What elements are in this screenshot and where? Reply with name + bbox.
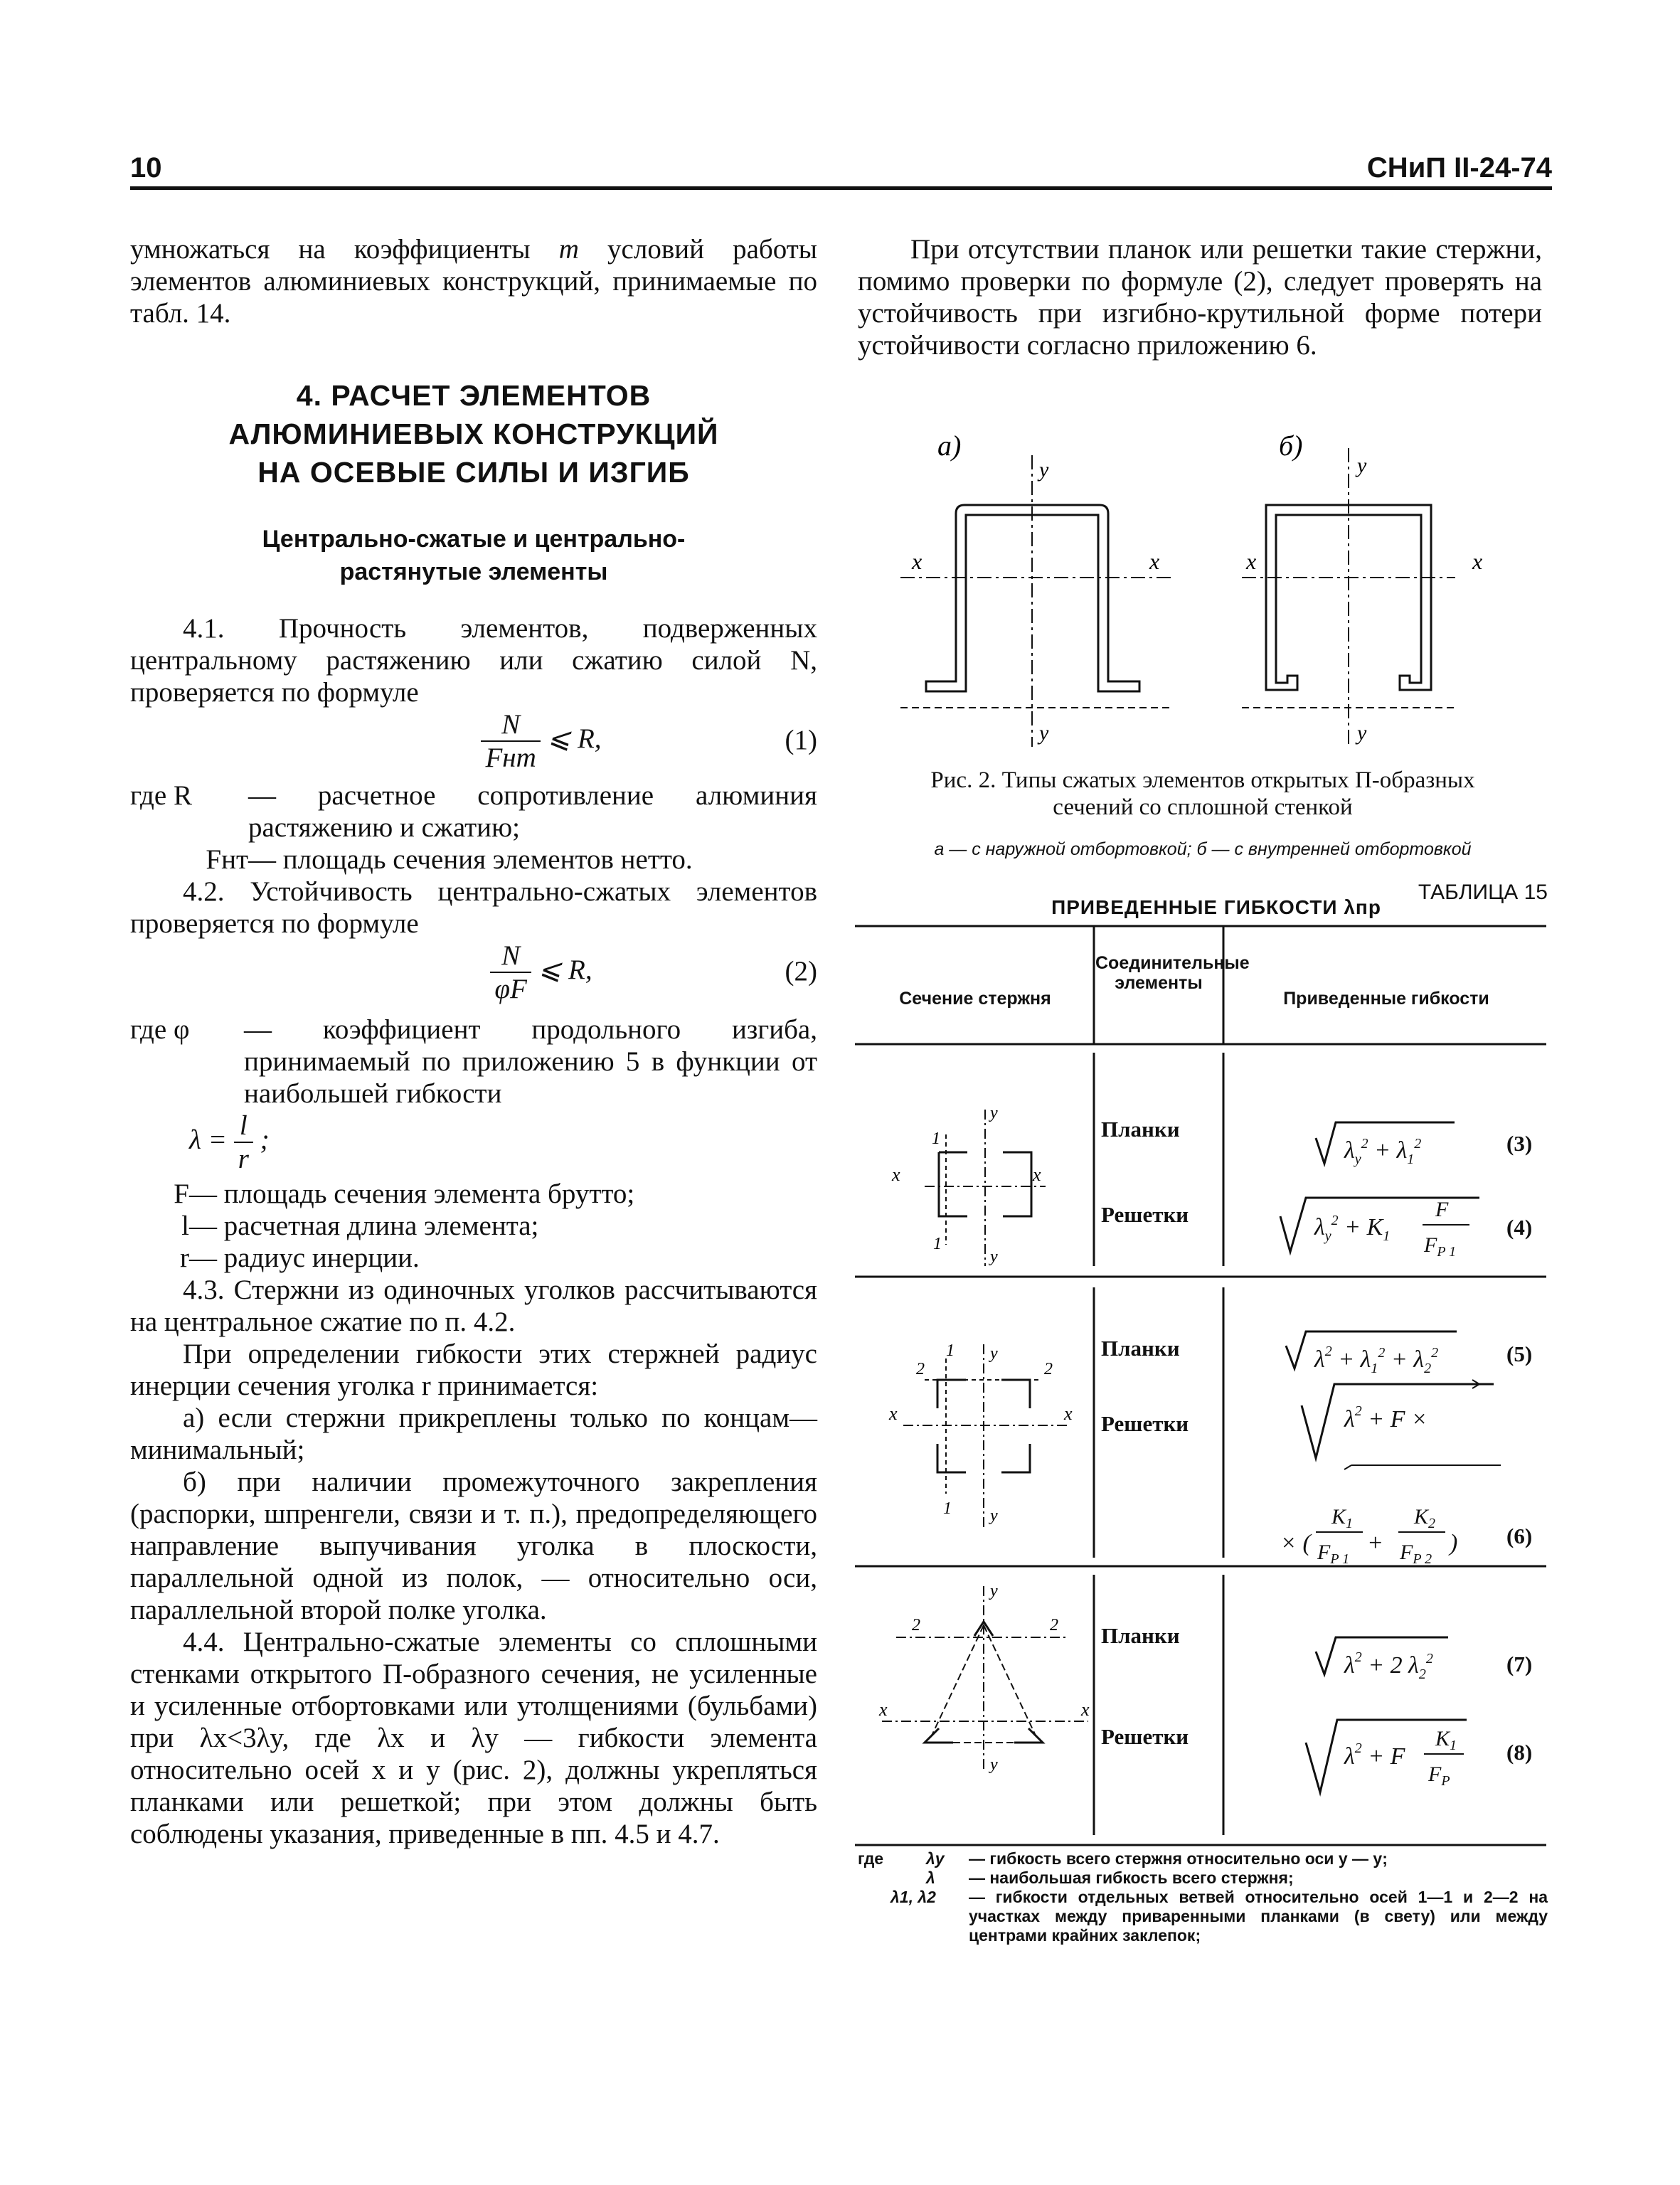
document-code: СНиП II-24-74 [1366, 152, 1552, 184]
eq-6: (6) [1506, 1524, 1533, 1548]
svg-text:y: y [990, 1248, 998, 1266]
right-column-text [858, 233, 1542, 361]
svg-text:K1: $K_1$ [1435, 1727, 1457, 1753]
row2-planki: Планки [1101, 1336, 1180, 1361]
row1-planki: Планки [1101, 1117, 1180, 1142]
page-number: 10 [130, 152, 162, 184]
fig-b-axis-y-top: y [1357, 454, 1367, 477]
svg-text:x: x [889, 1403, 898, 1424]
lambda-definition: λ = $\frac{l}{r}$ ; [189, 1110, 270, 1174]
fig-a-axis-y-top: y [1039, 458, 1049, 482]
row1-reshetki: Решетки [1101, 1202, 1189, 1227]
eq-3: (3) [1506, 1131, 1533, 1156]
svg-text:1: 1 [943, 1499, 952, 1518]
paragraph-4-2: 4.2. Устойчивость центрально-сжатых элементов проверяется по формуле [130, 876, 817, 939]
table-label: ТАБЛИЦА 15 [1418, 881, 1548, 904]
svg-text:y: y [990, 1344, 998, 1363]
row3-reshetki: Решетки [1101, 1724, 1189, 1749]
where-R: где R — расчетное сопротивление алюминия растяжению и сжатию; [130, 780, 817, 843]
paragraph-4-3-radius: При определении гибкости этих стержней радиус инерции сечения уголка r принимается: [130, 1339, 817, 1401]
svg-text:λy2 + λ12: $\lambda_y^2 + \lambda_1^2$ [1344, 1136, 1422, 1167]
table-15 [854, 918, 1551, 1920]
svg-text:x: x [1081, 1699, 1090, 1720]
svg-text:2: 2 [912, 1616, 920, 1634]
svg-text:FP 1: $F_{P 1}$ [1317, 1541, 1350, 1567]
svg-text:F: F [1435, 1198, 1449, 1221]
section-title-line-2: АЛЮМИНИЕВЫХ КОНСТРУКЦИЙ [228, 418, 719, 450]
svg-text:FP 1: $F_{P 1}$ [1424, 1233, 1457, 1260]
svg-text:x: x [879, 1699, 888, 1720]
svg-text:1: 1 [933, 1235, 942, 1253]
section-title-line-1: 4. РАСЧЕТ ЭЛЕМЕНТОВ [296, 379, 652, 412]
table-title: ПРИВЕДЕННЫЕ ГИБКОСТИ λпр [1051, 896, 1381, 918]
svg-text:× (: × ( [1280, 1530, 1311, 1556]
figure-2-caption: Рис. 2. Типы сжатых элементов открытых П-образных сечений со сплошной стенкой а — с наружной отбортовкой; б — с внутренней отбортовкой [930, 767, 1475, 859]
svg-text:λ2 + F ×: $\lambda^2 + F$ × [1344, 1403, 1428, 1432]
where-F: F — площадь сечения элемента брутто; [174, 1179, 635, 1209]
subsection-title-line-1: Центрально-сжатые и центрально- [262, 526, 686, 553]
svg-text:x: x [892, 1164, 900, 1185]
fig-a-axis-y-bottom: y [1039, 721, 1049, 745]
col-header-connectors: Соединительные элементы [1095, 953, 1250, 993]
paragraph-torsional: При отсутствии планок или решетки такие стержни, помимо проверки по формуле (2), следует проверять на устойчивость при изгибно-крутильной форме потери устойчивости согласно приложению 6. [858, 234, 1542, 361]
intro-paragraph: умножаться на коэффициенты m условий работы элементов алюминиевых конструкций, принимаемые по табл. 14. [130, 234, 817, 329]
fig-b-axis-y-bottom: y [1357, 721, 1367, 745]
figure-label-b: б) [1279, 430, 1303, 462]
svg-text:λ2 + λ12 + λ22: $\lambda^2 + \lambda_1^2 + \lambda_2^2$ [1314, 1344, 1439, 1376]
svg-text:K2: $K_2$ [1414, 1505, 1436, 1531]
svg-text:1: 1 [932, 1129, 940, 1148]
svg-text:y: y [990, 1506, 998, 1525]
paragraph-b: б) при наличии промежуточного закрепления (распорки, шпренгели, связи и т. п.), предопределяющего направление выпучивания уголка в плоскости, параллельной одной из полок, — относительно оси, параллельной второй полке уголка. [130, 1467, 817, 1625]
svg-text:y: y [990, 1755, 998, 1774]
fig-b-axis-x-right: x [1472, 548, 1483, 574]
paragraph-4-1: 4.1. Прочность элементов, подверженных центральному растяжению или сжатию силой N, проверяется по формуле [130, 613, 817, 708]
svg-text:): ) [1450, 1530, 1458, 1556]
where-phi: где φ — коэффициент продольного изгиба, принимаемый по приложению 5 в функции от наибольшей гибкости [130, 1014, 817, 1109]
paragraph-a: а) если стержни прикреплены только по концам—минимальный; [130, 1403, 817, 1465]
svg-text:FP 2: $F_{P 2}$ [1400, 1541, 1432, 1567]
svg-text:+: + [1367, 1530, 1383, 1556]
where-l: l — расчетная длина элемента; [181, 1211, 539, 1241]
eq-7: (7) [1506, 1652, 1533, 1676]
table-footnotes: где λy — гибкость всего стержня относительно оси y — y; λ — наибольшая гибкость всего стержня; λ1, λ2 — гибкости отдельных ветвей относительно осей 1—1 и 2—2 на участках между приваренными планками (в свету) или между центрами крайних заклепок; [858, 1849, 1548, 1945]
radicals [1280, 1122, 1494, 1792]
eq-5: (5) [1506, 1341, 1533, 1366]
svg-text:2: 2 [1050, 1616, 1058, 1634]
svg-text:y: y [990, 1104, 998, 1122]
fig-b-axis-x-left: x [1246, 548, 1257, 574]
col-header-reduced: Приведенные гибкости [1283, 989, 1489, 1009]
svg-text:λ2 + 2 λ22: $\lambda^2 + 2$ $\lambda_2^2$ [1344, 1649, 1433, 1682]
section-three-angles [882, 1586, 1088, 1771]
where-Fnt: Fнт — площадь сечения элементов нетто. [206, 844, 693, 875]
svg-text:y: y [990, 1582, 998, 1600]
formula-2: $\frac{N}{\varphi F}$ ⩽ R, (2) [265, 940, 817, 1014]
formula-1: $\frac{N}{\text{Fнт}}$ ⩽ R, (1) [265, 708, 817, 780]
svg-text:1: 1 [946, 1341, 955, 1360]
figure-label-a: а) [937, 430, 962, 462]
row3-planki: Планки [1101, 1623, 1180, 1648]
paragraph-4-4: 4.4. Центрально-сжатые элементы со сплошными стенками открытого П-образного сечения, не усиленные и усиленные отбортовками или утолщениями (бульбами) при λx<3λy, где λx и λy — гибкости элемента относительно осей x и y (рис. 2), должны укрепляться планками или решеткой; при этом должны быть соблюдены указания, приведенные в пп. 4.5 и 4.7. [130, 1627, 817, 1849]
svg-text:K1: $K_1$ [1331, 1505, 1354, 1531]
svg-text:2: 2 [916, 1360, 925, 1378]
figure-2 [858, 427, 1555, 761]
section-title-line-3: НА ОСЕВЫЕ СИЛЫ И ИЗГИБ [257, 456, 690, 489]
section-four-angles [903, 1344, 1067, 1529]
svg-text:x: x [1033, 1164, 1041, 1185]
where-r: r — радиус инерции. [180, 1243, 420, 1273]
paragraph-4-3: 4.3. Стержни из одиночных уголков рассчитываются на центральное сжатие по п. 4.2. [130, 1275, 817, 1337]
fig-a-axis-x-left: x [912, 548, 923, 574]
section-two-channels [925, 1110, 1046, 1266]
eq-8: (8) [1506, 1740, 1533, 1765]
header-rule [130, 186, 1552, 190]
svg-text:λ2 + F: $\lambda^2 + F$ [1344, 1740, 1405, 1770]
svg-text:FP: $F_P$ [1428, 1763, 1450, 1789]
left-column [130, 233, 817, 1850]
svg-text:2: 2 [1044, 1360, 1053, 1378]
row2-reshetki: Решетки [1101, 1411, 1189, 1436]
col-header-section: Сечение стержня [899, 989, 1051, 1009]
fig-a-axis-x-right: x [1149, 548, 1160, 574]
subsection-title-line-2: растянутые элементы [339, 558, 608, 585]
svg-text:λy2 + K1: $\lambda_y^2 + K_1$ [1314, 1213, 1391, 1244]
svg-text:x: x [1064, 1403, 1073, 1424]
eq-4: (4) [1506, 1215, 1533, 1240]
